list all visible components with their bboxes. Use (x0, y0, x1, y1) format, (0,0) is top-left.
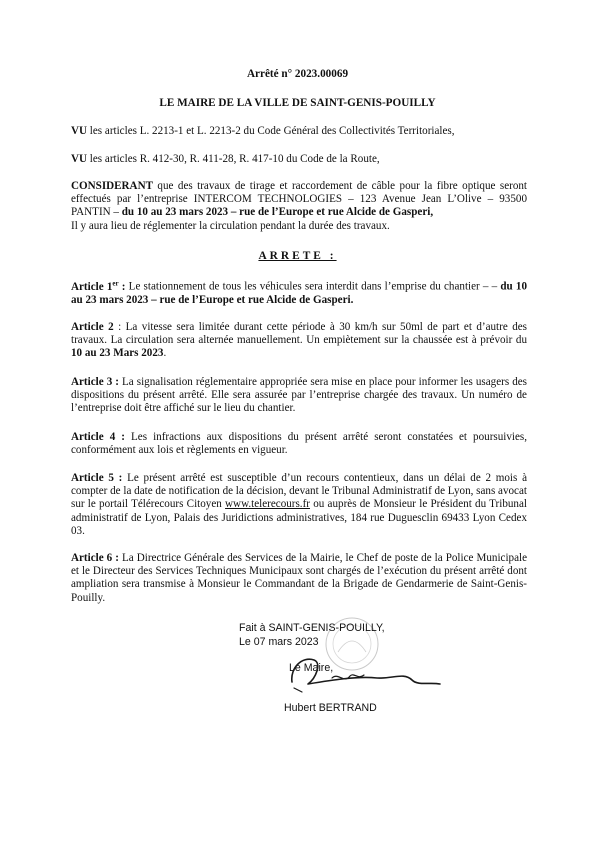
signatory-name: Hubert BERTRAND (284, 702, 377, 714)
article-1 (71, 277, 527, 307)
article-text: Le présent arrêté est susceptible d’un recours contentieux, dans un délai de 2 mois à compter de la date de notification de la décision, devant le Tribunal Administratif de Lyon, sans avocat sur le portail Télérecours Citoyen (71, 472, 527, 511)
considerant-tail: Il y aura lieu de réglementer la circulation pendant la durée des travaux. (71, 219, 390, 232)
vu-paragraph-1 (71, 125, 527, 138)
signature-place: Fait à SAINT-GENIS-POUILLY, (239, 622, 385, 634)
article-text: Les infractions aux dispositions du présent arrêté seront constatées et poursuivies, conformément aux lois et règlements en vigueur. (71, 431, 527, 457)
article-text: La signalisation réglementaire appropriée sera mise en place pour informer les usagers des dispositions du présent arrêté. Elle sera assurée par l’entreprise chargée des travaux. Un numéro de l’entreprise doit être affiché sur le lieu du chantier. (71, 376, 527, 415)
considerant-text: que des travaux de tirage et raccordement de câble pour la fibre optique seront effectués par l’entreprise INTERCOM TECHNOLOGIES – 123 Avenue Jean L’Olive – 93500 PANTIN – (71, 180, 527, 219)
article-text: : La vitesse sera limitée durant cette période à 30 km/h sur 50ml de part et d’autre des travaux. La circulation sera alternée manuellement. Un empiètement sur la chaussée est à prévoir du (71, 321, 527, 347)
article-label: Article 1er : (71, 279, 126, 293)
arrete-heading (0, 250, 595, 262)
considerant-dates: du 10 au 23 mars 2023 – rue de l’Europe et rue Alcide de Gasperi, (121, 206, 434, 219)
article-text: Le stationnement de tous les véhicules sera interdit dans l’emprise du chantier – – (125, 280, 501, 293)
vu-label: VU (71, 153, 88, 165)
vu-paragraph-2 (71, 153, 527, 166)
article-5 (71, 472, 527, 538)
article-4 (71, 431, 527, 457)
vu-label: VU (71, 125, 88, 137)
handwritten-signature (272, 648, 447, 698)
article-text: La Directrice Générale des Services de la Mairie, le Chef de poste de la Police Municipale et le Directeur des Services Techniques Municipaux sont chargés de l’exécution du présent arrêté dont ampliation sera transmise à Monsieur le Commandant de la Brigade de Gendarmerie de Saint-Genis-Pouilly. (71, 552, 528, 604)
considerant-label: CONSIDERANT (71, 180, 153, 192)
signature-date: Le 07 mars 2023 (239, 636, 319, 648)
article-1-dates: du 10 au 23 mars 2023 – rue de l’Europe et rue Alcide de Gasperi. (71, 280, 528, 306)
vu-text: les articles R. 412-30, R. 411-28, R. 417-10 du Code de la Route, (87, 153, 380, 165)
article-3 (71, 376, 527, 416)
article-6 (71, 552, 527, 605)
article-label: Article 2 (71, 321, 114, 333)
article-label: Article 3 : (71, 376, 119, 388)
considerant-paragraph (71, 180, 527, 233)
arrete-number: Arrêté n° 2023.00069 (246, 68, 349, 80)
telerecours-link[interactable]: www.telerecours.fr (225, 498, 310, 511)
article-label: Article 5 : (71, 472, 123, 484)
vu-text: les articles L. 2213-1 et L. 2213-2 du Code Général des Collectivités Territoriales, (87, 125, 455, 137)
article-2-dates: 10 au 23 Mars 2023 (71, 347, 164, 360)
mayor-title: LE MAIRE DE LA VILLE DE SAINT-GENIS-POUILLY (159, 97, 436, 109)
signature-role: Le Maire, (289, 662, 334, 674)
article-2: Article 2 : La vitesse sera limitée durant cette période à 30 km/h sur 50ml de part et d’autre des travaux. La circulation sera alternée manuellement. Un empiètement sur la chaussée est à prévoir du 10 au 23 Mars 2023. (71, 321, 527, 360)
article-text: ou auprès de Monsieur le Président du Tribunal administratif de Lyon, Palais des Juridictions administratives, 184 rue Duguesclin 69433 Lyon Cedex 03. (71, 498, 527, 537)
article-label: Article 4 : (71, 431, 125, 443)
article-label: Article 6 : (71, 552, 119, 564)
arrete-heading-text: ARRETE : (258, 250, 337, 262)
